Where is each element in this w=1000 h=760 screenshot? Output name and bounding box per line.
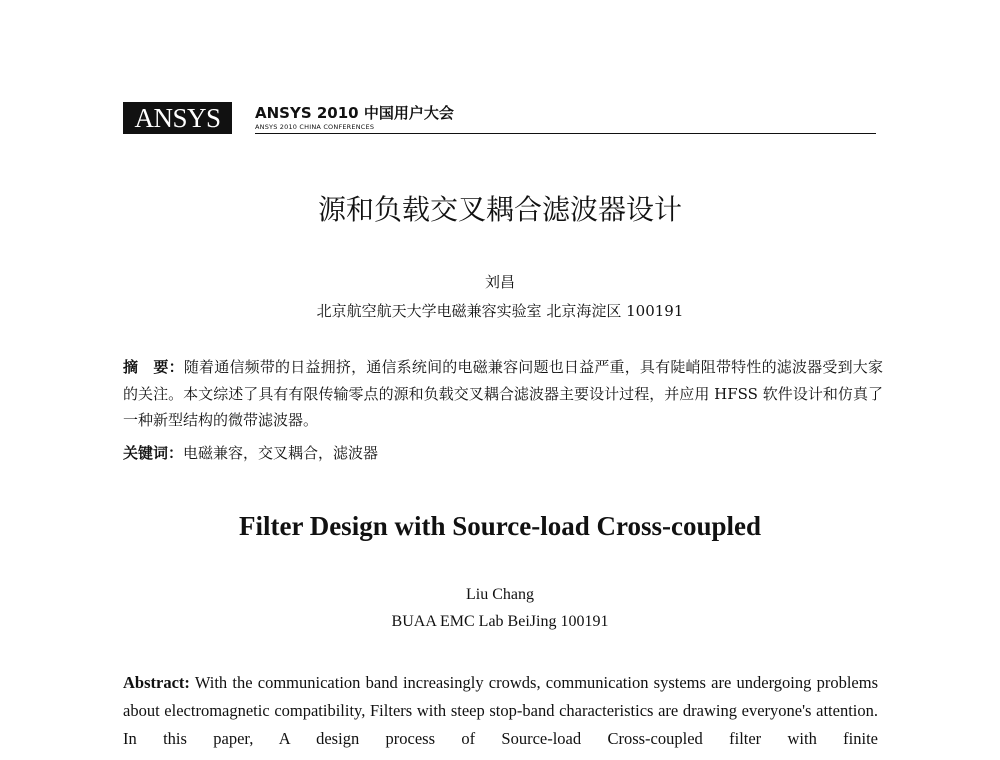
chinese-keywords	[123, 440, 883, 466]
ansys-logo: ANSYS	[123, 102, 232, 134]
english-author: Liu Chang	[466, 586, 534, 603]
english-abstract-label: Abstract:	[123, 673, 190, 692]
chinese-keywords-label: 关键词：	[123, 444, 184, 462]
english-affiliation: BUAA EMC Lab BeiJing 100191	[391, 613, 609, 630]
chinese-keywords-text: 电磁兼容，交叉耦合，滤波器	[183, 444, 379, 462]
chinese-abstract	[123, 354, 883, 434]
chinese-affiliation: 北京航空航天大学电磁兼容实验室 北京海淀区 100191	[316, 302, 684, 320]
conference-subtitle: ANSYS 2010 CHINA CONFERENCES	[255, 123, 375, 131]
conference-title: ANSYS 2010 中国用户大会	[255, 104, 454, 122]
chinese-author: 刘昌	[484, 273, 515, 291]
header-divider	[255, 133, 876, 134]
chinese-abstract-text: 随着通信频带的日益拥挤，通信系统间的电磁兼容问题也日益严重，具有陡峭阻带特性的滤波器受到大家的关注。本文综述了具有有限传输零点的源和负载交叉耦合滤波器主要设计过程，并应用 HFSS 软件设计和仿真了一种新型结构的微带滤波器。	[123, 358, 883, 429]
english-abstract-text: With the communication band increasingly crowds, communication systems are undergoing problems about electromagnetic compatibility, Filters with steep stop-band characteristics are drawing everyone's attention. In this paper, A design process of Source-load Cross-coupled filter with finite	[123, 673, 878, 748]
english-abstract	[123, 669, 878, 753]
conference-header	[123, 102, 876, 136]
english-title: Filter Design with Source-load Cross-coupled	[238, 511, 761, 541]
chinese-abstract-label: 摘 要：	[123, 358, 184, 376]
chinese-title: 源和负载交叉耦合滤波器设计	[317, 193, 682, 226]
